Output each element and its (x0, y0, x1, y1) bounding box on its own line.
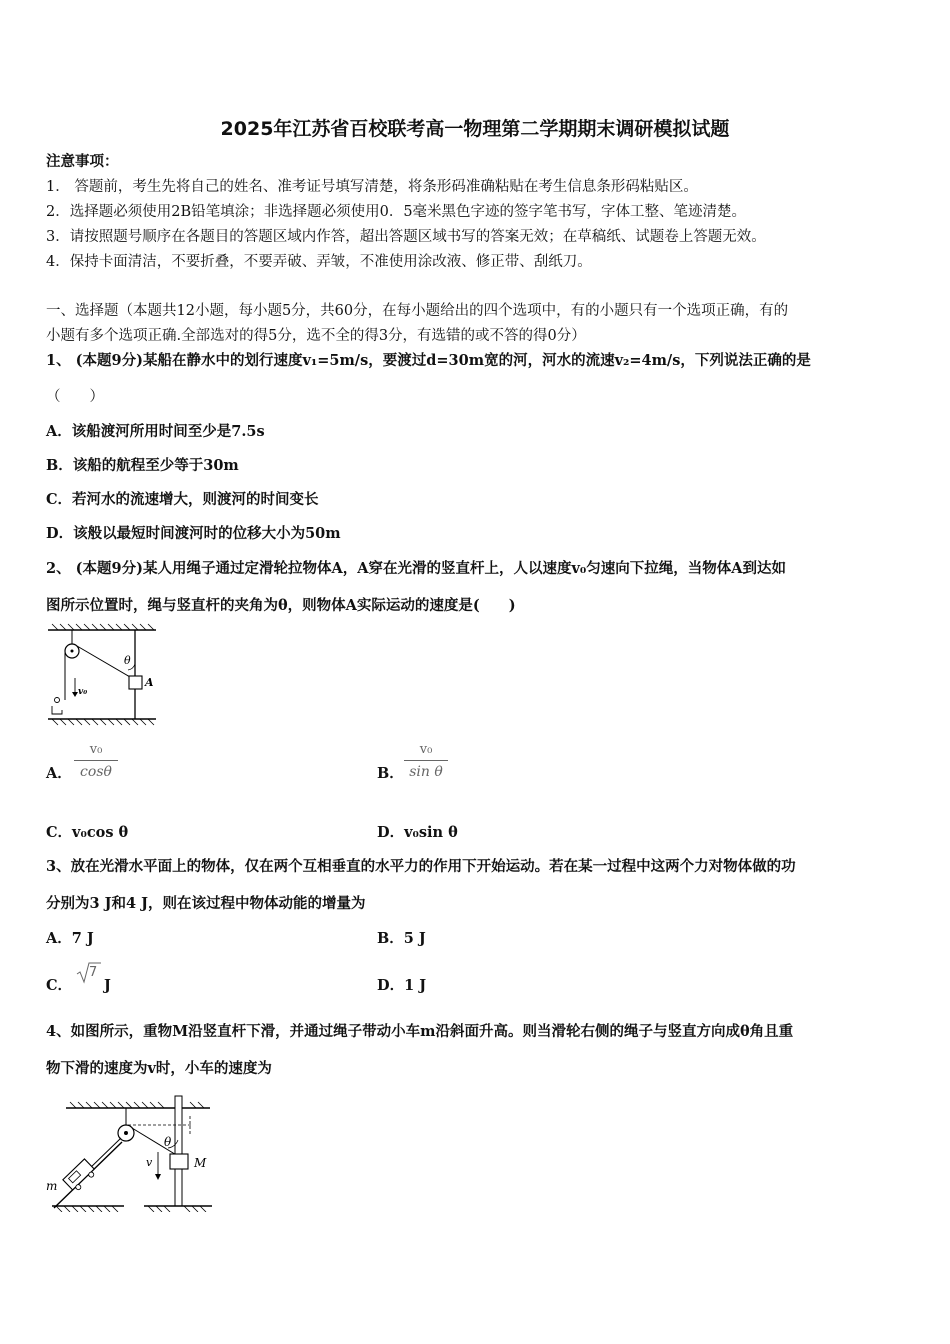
q4-fig-theta-label: θ (164, 1135, 172, 1149)
q2-pulley-figure (44, 622, 160, 728)
q4-stem-line2: 物下滑的速度为v时，小车的速度为 (46, 1060, 272, 1077)
q2-option-b-fraction (404, 742, 448, 781)
q2-option-a-numerator: v₀ (89, 742, 103, 757)
q3-option-a: A．7 J (46, 930, 94, 947)
fraction-bar (74, 760, 118, 761)
q2-stem-line2: 图所示位置时，绳与竖直杆的夹角为θ，则物体A实际运动的速度是( ) (46, 597, 516, 614)
q3-option-d: D．1 J (377, 977, 427, 994)
q2-fig-theta-label: θ (124, 654, 131, 667)
section-instructions-line1: 一、选择题（本题共12小题，每小题5分，共60分，在每小题给出的四个选项中，有的小题只有一个选项正确，有的 (46, 303, 789, 319)
notice-item: 4．保持卡面清洁，不要折叠，不要弄破、弄皱，不准使用涂改液、修正带、刮纸刀。 (46, 254, 592, 270)
q2-option-a-label: A． (46, 765, 72, 782)
q3-option-c-radicand: 7 (89, 965, 98, 980)
q1-option-c: C．若河水的流速增大，则渡河的时间变长 (46, 491, 319, 508)
q2-option-a-fraction (74, 742, 118, 781)
q4-fig-small-m-label: m (46, 1179, 58, 1193)
q1-option-a: A．该船渡河所用时间至少是7.5s (46, 423, 265, 440)
notice-item: 3．请按照题号顺序在各题目的答题区域内作答，超出答题区域书写的答案无效；在草稿纸、试题卷上答题无效。 (46, 229, 766, 245)
q2-option-b-denominator: sin θ (409, 764, 443, 780)
q4-stem-line1: 4、如图所示，重物M沿竖直杆下滑，并通过绳子带动小车m沿斜面升高。则当滑轮右侧的绳子与竖直方向成θ角且重 (46, 1023, 794, 1040)
q1-answer-paren: （ ） (46, 389, 104, 405)
q3-option-c-label: C． (46, 977, 73, 994)
q4-fig-v-label: v (146, 1156, 153, 1169)
q3-stem-line1: 3、放在光滑水平面上的物体，仅在两个互相垂直的水平力的作用下开始运动。若在某一过程中这两个力对物体做的功 (46, 858, 796, 875)
fraction-bar (404, 760, 448, 761)
section-instructions-line2: 小题有多个选项正确.全部选对的得5分，选不全的得3分，有选错的或不答的得0分） (46, 328, 586, 344)
q2-option-c: C．v₀cos θ (46, 824, 129, 841)
q4-fig-big-m-label: M (194, 1156, 207, 1170)
q2-option-a-denominator: cosθ (80, 764, 112, 780)
q2-fig-v0-label: v₀ (78, 687, 88, 697)
q2-option-b-label: B． (377, 765, 404, 782)
q2-fig-a-label: A (145, 676, 154, 689)
q1-option-b: B．该船的航程至少等于30m (46, 457, 239, 474)
q3-stem-line2: 分别为3 J和4 J，则在该过程中物体动能的增量为 (46, 895, 366, 912)
q2-stem-line1: 2、 (本题9分)某人用绳子通过定滑轮拉物体A，A穿在光滑的竖直杆上，人以速度v₀匀速向下拉绳，当物体A到达如 (46, 560, 786, 577)
q3-option-b: B．5 J (377, 930, 426, 947)
q1-option-d: D．该般以最短时间渡河时的位移大小为50m (46, 525, 341, 542)
q2-option-b-numerator: v₀ (419, 742, 433, 757)
q1-stem: 1、 (本题9分)某船在静水中的划行速度v₁=5m/s，要渡过d=30m宽的河，河水的流速v₂=4m/s，下列说法正确的是 (46, 352, 811, 369)
q2-option-d: D．v₀sin θ (377, 824, 458, 841)
notice-item: 2．选择题必须使用2B铅笔填涂；非选择题必须使用0．5毫米黑色字迹的签字笔书写，字体工整、笔迹清楚。 (46, 204, 747, 220)
notice-heading: 注意事项： (46, 153, 119, 170)
notice-item: 1． 答题前，考生先将自己的姓名、准考证号填写清楚，将条形码准确粘贴在考生信息条形码粘贴区。 (46, 179, 698, 195)
page-title: 2025年江苏省百校联考高一物理第二学期期末调研模拟试题 (220, 118, 730, 140)
q4-slope-pulley-figure (44, 1092, 216, 1212)
q3-option-c-unit: J (104, 977, 111, 994)
